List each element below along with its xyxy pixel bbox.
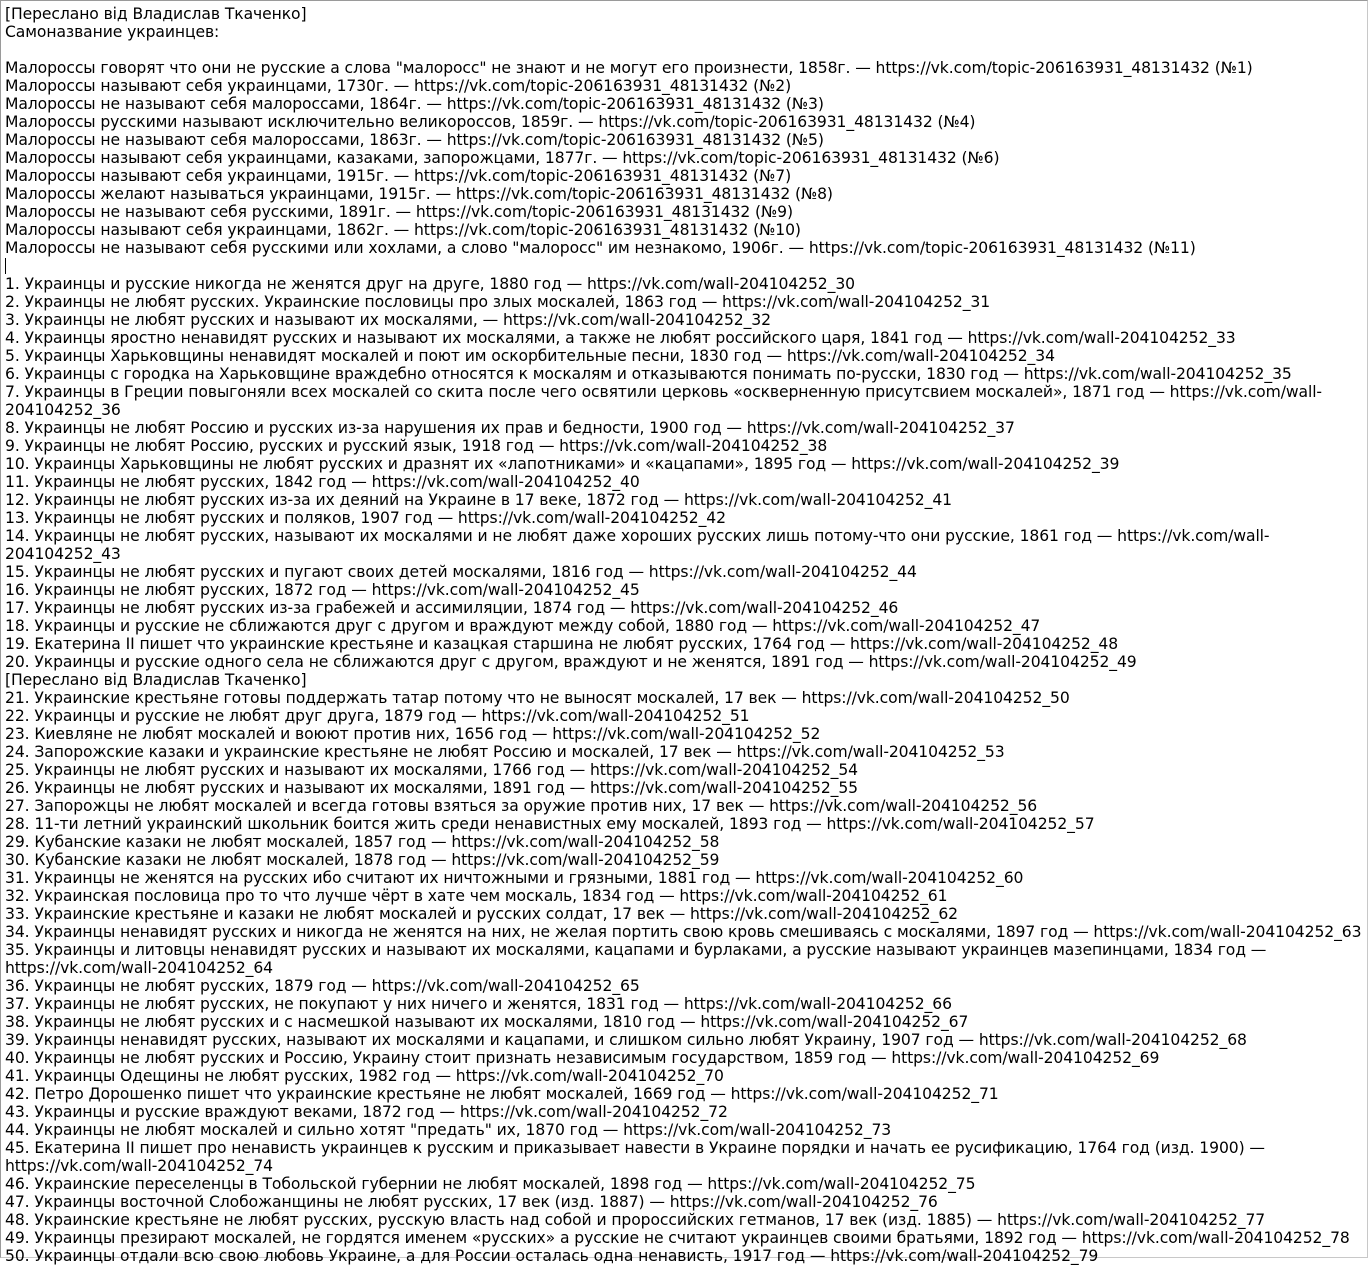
list-item: 1. Украинцы и русские никогда не женятся друг на друге, 1880 год — https://vk.com/wall-204104252_30 [5,275,855,293]
list-item: 21. Украинские крестьяне готовы поддержать татар потому что не выносят москалей, 17 век — https://vk.com/wall-204104252_50 [5,689,1070,707]
list-item: 26. Украинцы не любят русских и называют их москалями, 1891 год — https://vk.com/wall-204104252_55 [5,779,858,797]
message-text-area[interactable] [5,5,1365,1265]
list-item: 30. Кубанские казаки не любят москалей, 1878 год — https://vk.com/wall-204104252_59 [5,851,720,869]
list-item: 2. Украинцы не любят русских. Украинские пословицы про злых москалей, 1863 год — https://vk.com/wall-204104252_31 [5,293,991,311]
list-item: 28. 11-ти летний украинский школьник боится жить среди ненавистных ему москалей, 1893 год — https://vk.com/wall-204104252_57 [5,815,1095,833]
numbered-list [5,275,1365,1265]
list-item: 11. Украинцы не любят русских, 1842 год — https://vk.com/wall-204104252_40 [5,473,640,491]
list-item: 33. Украинские крестьяне и казаки не любят москалей и русских солдат, 17 век — https://vk.com/wall-204104252_62 [5,905,958,923]
list-item: 19. Екатерина II пишет что украинские крестьяне и казацкая старшина не любят русских, 1764 год — https://vk.com/wall-204104252_48 [5,635,1119,653]
list-item: 3. Украинцы не любят русских и называют их москалями, — https://vk.com/wall-204104252_32 [5,311,771,329]
list-item: 35. Украинцы и литовцы ненавидят русских и называют их москалями, кацапами и бурлаками, а русские называют украинцев мазепинцами, 1834 год — https://vk.com/wall-204104252_64 [5,941,1272,977]
list-item: 13. Украинцы не любят русских и поляков, 1907 год — https://vk.com/wall-204104252_42 [5,509,726,527]
text-caret-line [5,257,1365,275]
list-item: 36. Украинцы не любят русских, 1879 год — https://vk.com/wall-204104252_65 [5,977,640,995]
list-item: 31. Украинцы не женятся на русских ибо считают их ничтожными и грязными, 1881 год — https://vk.com/wall-204104252_60 [5,869,1024,887]
self-naming-item: Малороссы называют себя украинцами, 1915г. — https://vk.com/topic-206163931_48131432 (№7) [5,167,792,185]
blank-line [5,41,1365,59]
list-item: 48. Украинские крестьяне не любят русских, русскую власть над собой и пророссийских гетманов, 17 век (изд. 1885) — https://vk.com/wall-204104252_77 [5,1211,1266,1229]
list-item: 46. Украинские переселенцы в Тобольской губернии не любят москалей, 1898 год — https://vk.com/wall-204104252_75 [5,1175,976,1193]
self-naming-item: Малороссы не называют себя русскими, 1891г. — https://vk.com/topic-206163931_48131432 (№9) [5,203,793,221]
list-item: 43. Украинцы и русские враждуют веками, 1872 год — https://vk.com/wall-204104252_72 [5,1103,728,1121]
list-item: 37. Украинцы не любят русских, не покупают у них ничего и женятся, 1831 год — https://vk.com/wall-204104252_66 [5,995,952,1013]
self-naming-item: Малороссы называют себя украинцами, 1862г. — https://vk.com/topic-206163931_48131432 (№10) [5,221,801,239]
list-item: 8. Украинцы не любят Россию и русских из-за нарушения их прав и бедности, 1900 год — https://vk.com/wall-204104252_37 [5,419,1015,437]
list-item: 32. Украинская пословица про то что лучше чёрт в хате чем москаль, 1834 год — https://vk.com/wall-204104252_61 [5,887,948,905]
self-naming-list [5,59,1365,257]
list-item: 14. Украинцы не любят русских, называют их москалями и не любят даже хороших русских лишь потому-что они русские, 1861 год — https://vk.com/wall-204104252_43 [5,527,1270,563]
list-item: 44. Украинцы не любят москалей и сильно хотят "предать" их, 1870 год — https://vk.com/wall-204104252_73 [5,1121,892,1139]
list-item: [Переслано від Владислав Ткаченко] [5,671,307,689]
list-item: 41. Украинцы Одещины не любят русских, 1982 год — https://vk.com/wall-204104252_70 [5,1067,724,1085]
list-item: 23. Киевляне не любят москалей и воюют против них, 1656 год — https://vk.com/wall-204104252_52 [5,725,821,743]
list-item: 4. Украинцы яростно ненавидят русских и называют их москалями, а также не любят российского царя, 1841 год — https://vk.com/wall-204104252_33 [5,329,1236,347]
self-naming-item: Малороссы не называют себя малороссами, 1864г. — https://vk.com/topic-206163931_48131432 (№3) [5,95,824,113]
self-naming-item: Малороссы не называют себя малороссами, 1863г. — https://vk.com/topic-206163931_48131432 (№5) [5,131,824,149]
list-item: 42. Петро Дорошенко пишет что украинские крестьяне не любят москалей, 1669 год — https://vk.com/wall-204104252_71 [5,1085,999,1103]
list-item: 47. Украинцы восточной Слобожанщины не любят русских, 17 век (изд. 1887) — https://vk.com/wall-204104252_76 [5,1193,938,1211]
self-naming-item: Малороссы желают называться украинцами, 1915г. — https://vk.com/topic-206163931_48131432 (№8) [5,185,833,203]
self-naming-item: Малороссы русскими называют исключительно великороссов, 1859г. — https://vk.com/topic-206163931_48131432 (№4) [5,113,976,131]
self-naming-item: Малороссы не называют себя русскими или хохлами, а слово "малоросс" им незнакомо, 1906г. — https://vk.com/topic-206163931_48131432 (№11) [5,239,1196,257]
forwarded-header: [Переслано від Владислав Ткаченко] [5,5,307,23]
list-item: 7. Украинцы в Греции повыгоняли всех москалей со скита после чего освятили церковь «оскверненную присутсвием москалей», 1871 год — https://vk.com/wall-204104252_36 [5,383,1322,419]
list-item: 16. Украинцы не любят русских, 1872 год — https://vk.com/wall-204104252_45 [5,581,640,599]
list-item: 50. Украинцы отдали всю свою любовь Украине, а для России осталась одна ненависть, 1917 год — https://vk.com/wall-204104252_79 [5,1247,1099,1265]
list-item: 15. Украинцы не любят русских и пугают своих детей москалями, 1816 год — https://vk.com/wall-204104252_44 [5,563,917,581]
document-title: Самоназвание украинцев: [5,23,220,41]
self-naming-item: Малороссы говорят что они не русские а слова "малоросс" не знают и не могут его произнести, 1858г. — https://vk.com/topic-206163931_48131432 (№1) [5,59,1253,77]
self-naming-item: Малороссы называют себя украинцами, казаками, запорожцами, 1877г. — https://vk.com/topic-206163931_48131432 (№6) [5,149,1000,167]
list-item: 34. Украинцы ненавидят русских и никогда не женятся на них, не желая портить свою кровь смешиваясь с москалями, 1897 год — https://vk.com/wall-204104252_63 [5,923,1362,941]
list-item: 6. Украинцы с городка на Харьковщине враждебно относятся к москалям и отказываются понимать по-русски, 1830 год — https://vk.com/wall-204104252_35 [5,365,1292,383]
list-item: 5. Украинцы Харьковщины ненавидят москалей и поют им оскорбительные песни, 1830 год — https://vk.com/wall-204104252_34 [5,347,1055,365]
list-item: 9. Украинцы не любят Россию, русских и русский язык, 1918 год — https://vk.com/wall-204104252_38 [5,437,828,455]
list-item: 18. Украинцы и русские не сближаются друг с другом и враждуют между собой, 1880 год — https://vk.com/wall-204104252_47 [5,617,1041,635]
list-item: 40. Украинцы не любят русских и Россию, Украину стоит признать независимым государством, 1859 год — https://vk.com/wall-204104252_69 [5,1049,1160,1067]
self-naming-item: Малороссы называют себя украинцами, 1730г. — https://vk.com/topic-206163931_48131432 (№2) [5,77,792,95]
list-item: 24. Запорожские казаки и украинские крестьяне не любят Россию и москалей, 17 век — https://vk.com/wall-204104252_53 [5,743,1005,761]
list-item: 27. Запорожцы не любят москалей и всегда готовы взяться за оружие против них, 17 век — https://vk.com/wall-204104252_56 [5,797,1038,815]
list-item: 12. Украинцы не любят русских из-за их деяний на Украине в 17 веке, 1872 год — https://vk.com/wall-204104252_41 [5,491,952,509]
list-item: 17. Украинцы не любят русских из-за грабежей и ассимиляции, 1874 год — https://vk.com/wall-204104252_46 [5,599,899,617]
list-item: 49. Украинцы презирают москалей, не гордятся именем «русских» а русские не считают украинцев своими братьями, 1892 год — https://vk.com/wall-204104252_78 [5,1229,1350,1247]
text-caret [5,258,6,274]
list-item: 20. Украинцы и русские одного села не сближаются друг с другом, враждуют и не женятся, 1891 год — https://vk.com/wall-204104252_49 [5,653,1137,671]
list-item: 25. Украинцы не любят русских и называют их москалями, 1766 год — https://vk.com/wall-204104252_54 [5,761,858,779]
list-item: 38. Украинцы не любят русских и с насмешкой называют их москалями, 1810 год — https://vk.com/wall-204104252_67 [5,1013,969,1031]
list-item: 45. Екатерина II пишет про ненависть украинцев к русским и приказывает навести в Украине порядки и начать ее русификацию, 1764 год (изд. 1900) — https://vk.com/wall-204104252_74 [5,1139,1270,1175]
list-item: 10. Украинцы Харьковщины не любят русских и дразнят их «лапотниками» и «кацапами», 1895 год — https://vk.com/wall-204104252_39 [5,455,1120,473]
list-item: 22. Украинцы и русские не любят друг друга, 1879 год — https://vk.com/wall-204104252_51 [5,707,750,725]
list-item: 29. Кубанские казаки не любят москалей, 1857 год — https://vk.com/wall-204104252_58 [5,833,720,851]
list-item: 39. Украинцы ненавидят русских, называют их москалями и кацапами, и слишком сильно любят Украину, 1907 год — https://vk.com/wall-204104252_68 [5,1031,1247,1049]
